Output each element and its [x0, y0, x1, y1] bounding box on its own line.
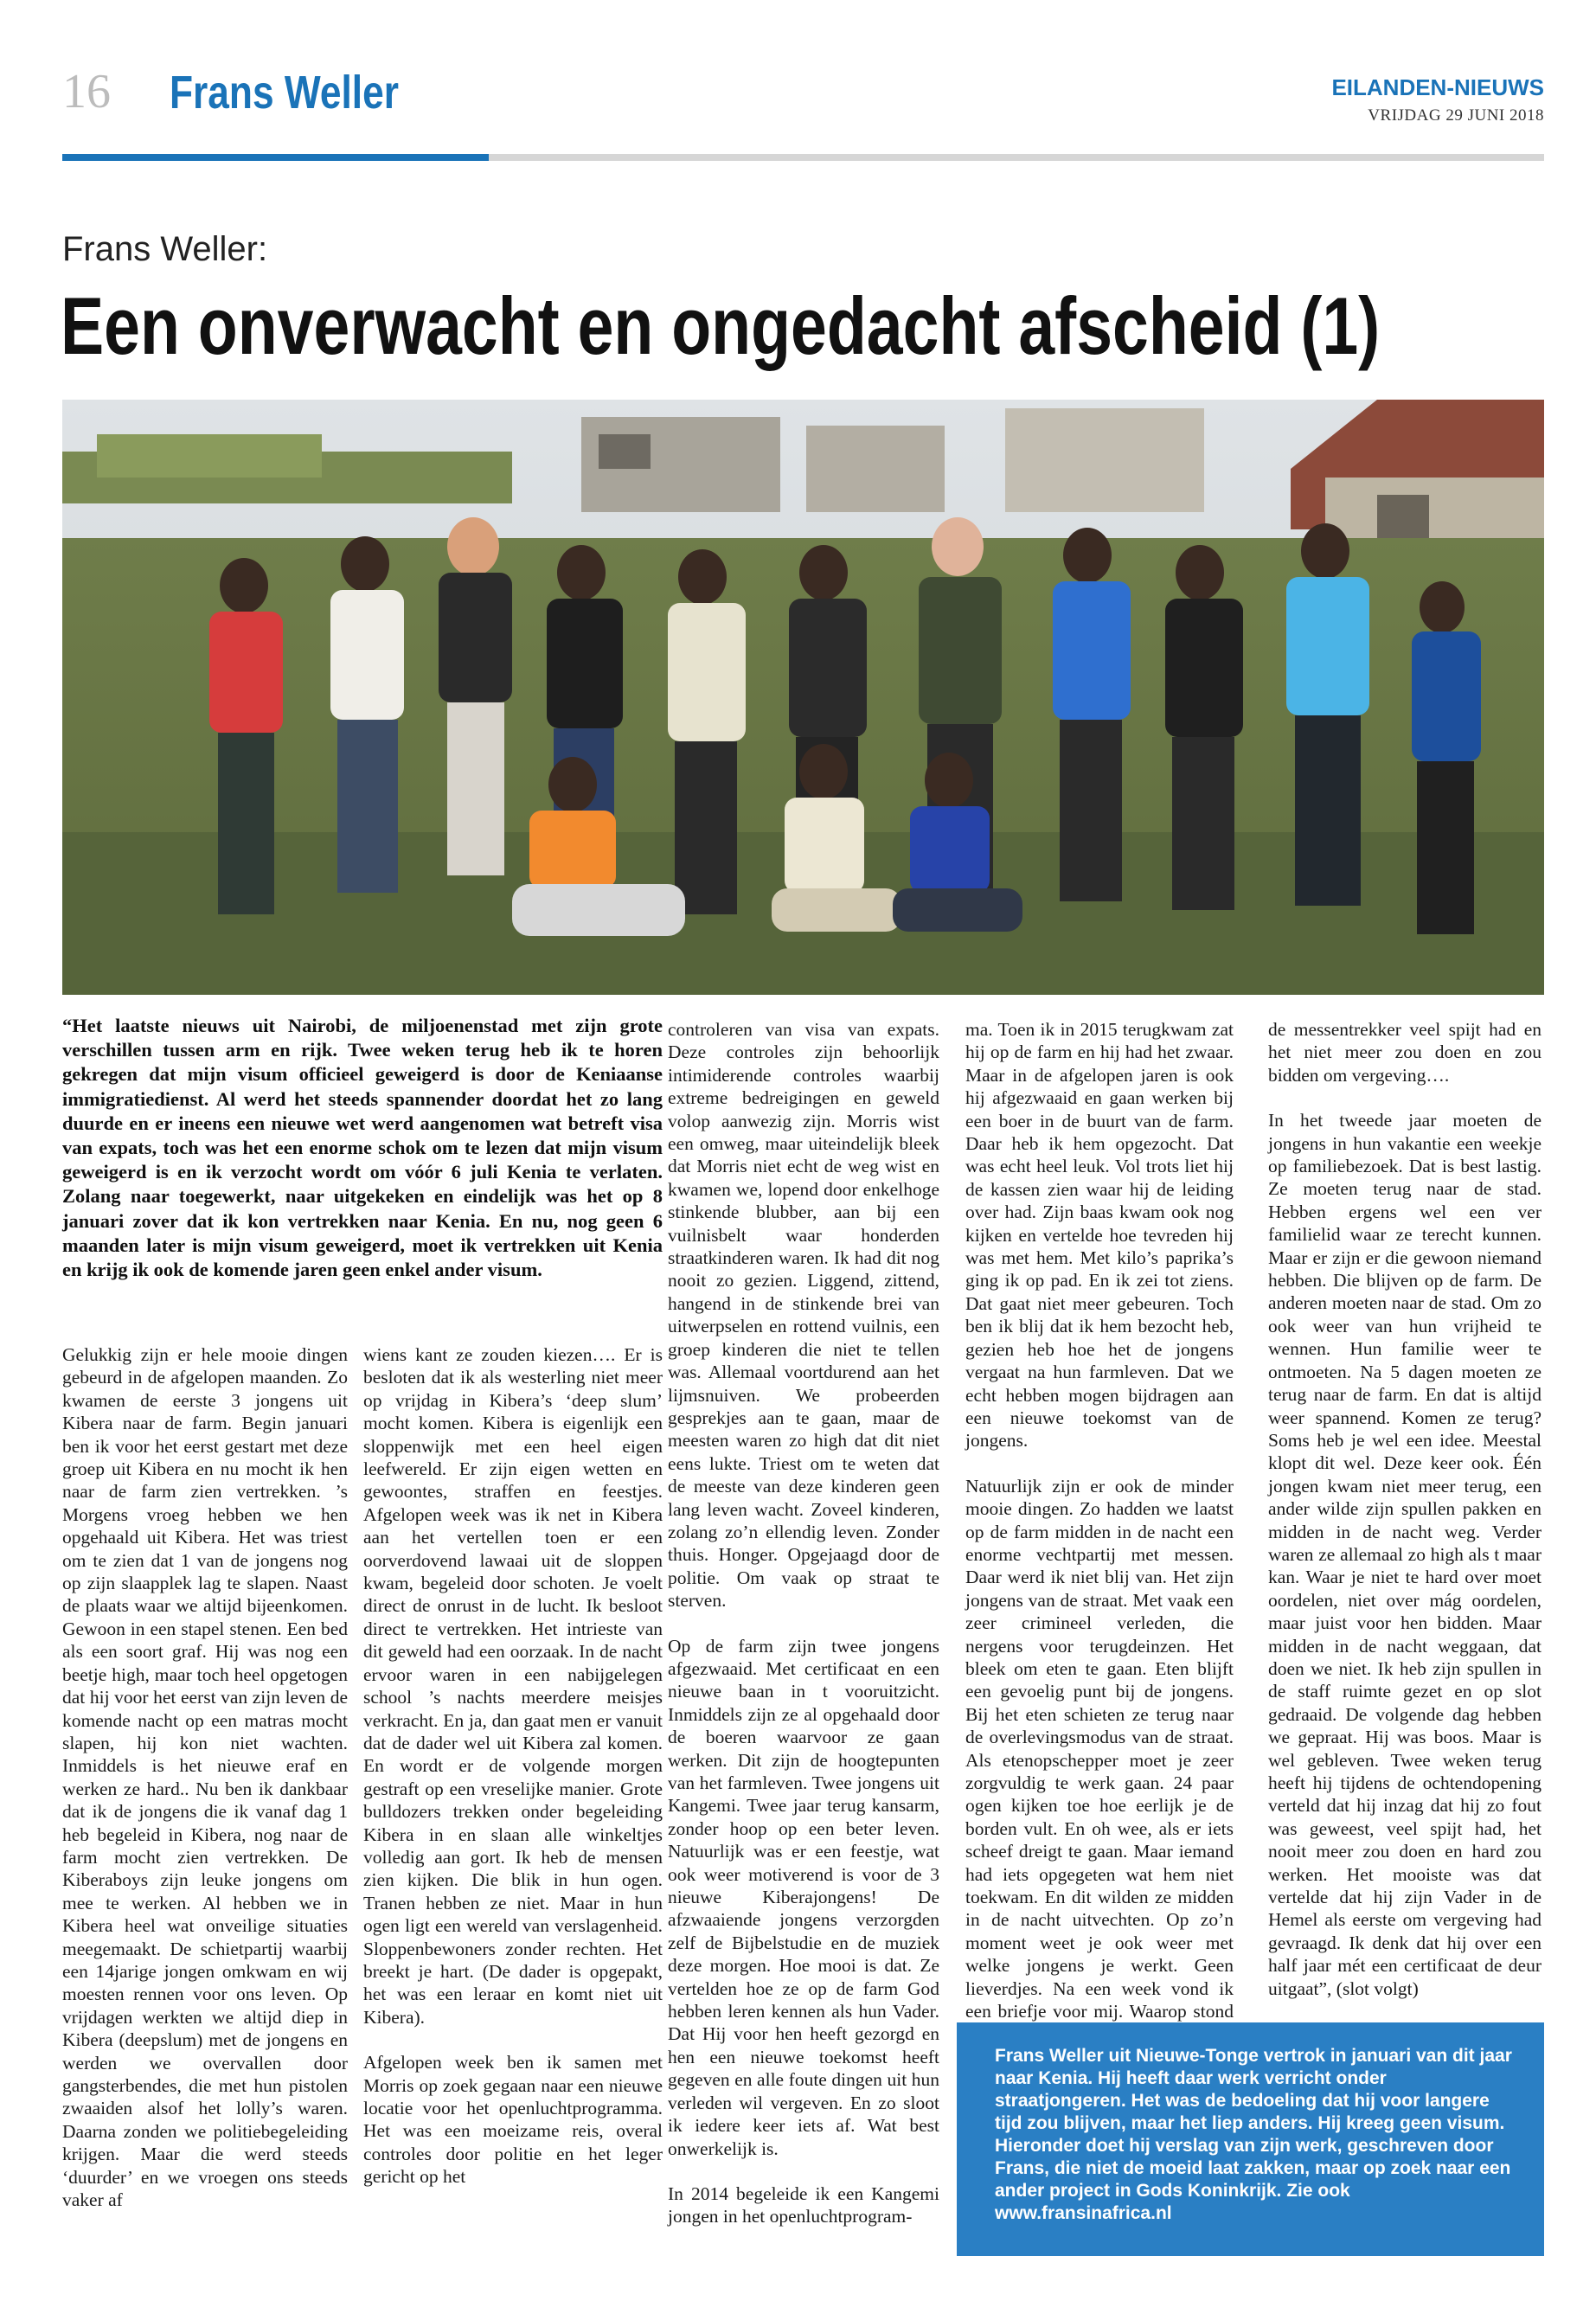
info-box	[957, 2022, 1544, 2256]
publication-date: VRIJDAG 29 JUNI 2018	[1368, 106, 1544, 125]
article-headline: Een onverwacht en ongedacht afscheid (1)	[61, 280, 1381, 371]
article-column-2	[363, 1343, 663, 2189]
paragraph: Natuurlijk zijn er ook de minder mooie dingen. Zo hadden we laatst op de farm midden in de nacht een enorme vechtpartij met messen. Daar werd ik niet blij van. Het zijn jongens van de straat. Met vaak een zeer crimineel verleden, die nergens voor terugdeinzen. Het bleek om eten te gaan. Eten blijft een gevoelig punt bij de jongens. Bij het eten schieten ze terug naar de overlevingsmodus van de straat. Als etenopschepper moet je zeer zorgvuldig te werk gaan. 24 paar ogen kijken toe hoe eerlijk je de borden vult. En oh wee, als er iets scheef dreigt te gaan. Maar iemand had iets opgegeten wat hem niet toekwam. En dit wilden ze midden in de nacht uitvechten. Op zo’n moment weet je ook weer met welke jongens je werkt. Geen lieverdjes. Na een week vond ik een briefje voor mij. Waarop stond	[965, 1475, 1234, 2022]
page-number: 16	[62, 65, 111, 119]
article-intro: “Het laatste nieuws uit Nairobi, de miljoenenstad met zijn grote verschillen tussen arm en rijk. Twee weken terug heb ik te horen gekregen dat mijn visum officieel geweigerd is door de Keniaanse immigratiedienst. Al werd het steeds spannender doordat het zo lang duurde en er ineens een nieuwe wet werd aangenomen wat betreft visa van expats, toch was het een enorme schok om te lezen dat mijn visum geweigerd is en ik verzocht wordt om vóór 6 juli Kenia te verlaten. Zolang naar toegewerkt, naar uitgekeken en eindelijk was het op 8 januari zover dat ik kon vertrekken naar Kenia. En nu, nog geen 6 maanden later is mijn visum geweigerd, moet ik vertrekken uit Kenia en krijg ik ook de komende jaren geen enkel ander visum.	[62, 1015, 663, 1281]
paragraph: Gelukkig zijn er hele mooie dingen gebeurd in de afgelopen maanden. Zo kwamen de eerste 3 jongens uit Kibera naar de farm. Begin januari ben ik voor het eerst gestart met deze groep uit Kibera en nu mocht ik hen naar de farm zien vertrekken. ’s Morgens vroeg hebben we hen opgehaald uit Kibera. Het was triest om te zien dat 1 van de jongens nog op zijn slaapplek lag te slapen. Naast de plaats waar we altijd bijeenkomen. Gewoon in een stapel stenen. Een bed als een soort graf. Hij was nog een beetje high, maar toch heel opgetogen dat hij voor het eerst van zijn leven de komende nacht op een matras mocht slapen, hij kon niet wachten. Inmiddels is het nieuwe eraf en werken ze hard.. Nu ben ik dankbaar dat ik de jongens die ik vanaf dag 1 heb begeleid in Kibera, nog naar de farm mocht zien vertrekken. De Kiberaboys zijn leuke jongens om mee te werken. Al hebben we in Kibera heel wat onveilige situaties meegemaakt. De schietpartij waarbij een 14jarige jongen omkwam en wij moesten rennen voor ons leven. Op vrijdagen werkten we altijd diep in Kibera (deepslum) met de jongens en werden we overvallen door gangsterbendes, die met hun pistolen zwaaiden alsof het lolly’s waren. Daarna zonden we politiebegeleiding krijgen. Maar die werd steeds ‘duurder’ en we vroegen ons steeds vaker af	[62, 1344, 348, 2211]
paragraph: In het tweede jaar moeten de jongens in hun vakantie een weekje op familiebezoek. Dat is best lastig. Ze moeten terug naar de stad. Hebben ergens wel een ver familielid waar ze terecht kunnen. Maar er zijn er die gewoon niemand hebben. Die blijven op de farm. De anderen moeten naar de stad. Om zo ook weer van hun vrijheid te wennen. Hun familie weer te ontmoeten. Na 5 dagen moeten ze terug naar de farm. En dat is altijd weer spannend. Komen ze terug? Soms heb je wel een idee. Meestal klopt dit wel. Deze keer ook. Één jongen kwam niet meer terug, een ander wilde zijn spullen pakken en midden in de nacht weg. Verder waren ze allemaal zo high als t maar kan. Waar je niet te hard over moet oordelen, niet over mág oordelen, maar juist voor hen bidden. Maar midden in de nacht weggaan, dat doen we niet. Ik heb zijn spullen in de staff ruimte gezet en op slot gedraaid. De volgende dag hebben we gepraat. Hij was boos. Maar is wel gebleven. Twee weken terug heeft hij tijdens de ochtendopening verteld dat hij inzag dat hij zo fout was geweest, veel spijt had, het nooit meer zou doen en hard zou werken. Het mooiste was dat vertelde dat hij zijn Vader in de Hemel als eerste om vergeving had gevraagd. Ik denk dat hij over een half jaar mét een certificaat de deur uitgaat”, (slot volgt)	[1268, 1110, 1542, 1999]
section-title: Frans Weller	[170, 67, 399, 119]
article-column-4	[965, 1018, 1234, 2046]
paragraph: wiens kant ze zouden kiezen…. Er is besloten dat ik als westerling niet meer op vrijdag in Kibera’s ‘deep slum’ mocht komen. Kibera is eigenlijk een sloppenwijk met een heel eigen leefwereld. Er zijn eigen wetten en gewoontes, straffen en feestjes. Afgelopen week was ik net in Kibera aan het vertellen toen er een oorverdovend lawaai uit de sloppen kwam, begeleid door schoten. Je voelt direct de onrust in de lucht. Ik besloot direct te vertrekken. Het intrieste van dit geweld had een oorzaak. In de nacht ervoor waren in een nabijgelegen school ’s nachts meerdere meisjes verkracht. En ja, dan gaat men er vanuit dat de dader wel uit Kibera zal komen. En wordt er de volgende morgen gestraft op een vreselijke manier. Grote bulldozers trekken onder begeleiding Kibera in en slaan alle winkeltjes volledig aan gort. Ik heb de mensen zien kijken. Die blik in hun ogen. Tranen hebben ze niet. Maar in hun ogen ligt een wereld van verslagenheid. Sloppenbewoners zonder rechten. Het breekt je hart. (De dader is opgepakt, het was een leraar en komt niet uit Kibera).	[363, 1344, 663, 2028]
masthead-logo: EILANDEN-NIEUWS	[1331, 74, 1544, 100]
paragraph: Op de farm zijn twee jongens afgezwaaid. Met certificaat en een nieuwe baan in t vooruitzicht. Inmiddels zijn ze al opgehaald door de boeren waarvoor ze gaan werken. Dit zijn de hoogtepunten van het farmleven. Twee jongens uit Kangemi. Twee jaar terug kansarm, zonder hoop op een beter leven. Natuurlijk was er een feestje, wat ook weer motiverend is voor de 3 nieuwe Kiberajongens! De afzwaaiende jongens verzorgden zelf de Bijbelstudie en de muziek deze morgen. Hoe mooi is dat. Ze vertelden hoe ze op de farm God hebben leren kennen als hun Vader. Dat Hij voor hen heeft gezorgd en hen een nieuwe toekomst heeft gegeven en alle foute dingen uit hun verleden wil vergeven. En zo sloot ik iedere keer iets af. Wat best onwerkelijk is.	[668, 1635, 939, 2159]
paragraph: de messentrekker veel spijt had en het niet meer zou doen en zou bidden om vergeving….	[1268, 1019, 1542, 1086]
article-column-5	[1268, 1018, 1542, 2000]
info-box-text: Frans Weller uit Nieuwe-Tonge vertrok in januari van dit jaar naar Kenia. Hij heeft daar werk verricht onder straatjongeren. Het was de bedoeling dat hij voor langere tijd zou blijven, maar het liep anders. Hij kreeg geen visum. Hieronder doet hij verslag van zijn werk, geschreven door Frans, die niet de moeid laat zakken, maar op zoek naar een ander project in Gods Koninkrijk. Zie ook www.fransinafrica.nl	[995, 2046, 1512, 2223]
article-column-3	[668, 1018, 939, 2228]
paragraph: ma. Toen ik in 2015 terugkwam zat hij op de farm en hij had het zwaar. Maar in de afgelopen jaren is ook hij afgezwaaid en gaan werken bij een boer in de buurt van de farm. Daar heb ik hem opgezocht. Dat was echt heel leuk. Vol trots liet hij de kassen zien waar hij de leiding over had. Zijn baas kwam ook nog kijken en vertelde hoe tevreden hij was met hem. Met kilo’s paprika’s ging ik op pad. En ik zei tot ziens. Dat gaat niet meer gebeuren. Toch ben ik blij dat ik hem bezocht heb, gezien heb hoe het de jongens vergaat na hun farmleven. Dat we echt hebben mogen bijdragen aan een nieuwe toekomst van de jongens.	[965, 1019, 1234, 1452]
article-kicker: Frans Weller:	[62, 230, 268, 268]
paragraph: controleren van visa van expats. Deze controles zijn behoorlijk intimiderende controles waarbij extreme bedreigingen en geweld volop aanwezig zijn. Morris wist een omweg, maar uiteindelijk bleek dat Morris niet echt de weg wist en kwamen we, lopend door enkelhoge stinkende blubber, aan bij een vuilnisbelt waar honderden straatkinderen waren. Ik had dit nog nooit zo gezien. Liggend, zittend, hangend in de stinkende brei van uitwerpselen en rottend vuilnis, een groep kinderen die niet te tellen was. Allemaal voortdurend aan het lijmsnuiven. We probeerden gesprekjes aan te gaan, maar de meesten waren zo high dat dit niet eens lukte. Triest om te weten dat de meeste van deze kinderen geen lang leven wacht. Zoveel kinderen, zolang zo’n ellendig leven. Zonder thuis. Honger. Opgejaagd door de politie. Om vaak op straat te sterven.	[668, 1019, 939, 1612]
article-column-1	[62, 1343, 348, 2211]
paragraph: In 2014 begeleide ik een Kangemi jongen in het openluchtprogram-	[668, 2182, 939, 2227]
group-photo	[62, 400, 1544, 995]
paragraph: Afgelopen week ben ik samen met Morris op zoek gegaan naar een nieuwe locatie voor het openluchtprogramma. Het was een moeizame reis, overal controles door politie en het leger gericht op het	[363, 2052, 663, 2188]
header-rule-accent	[62, 154, 489, 161]
